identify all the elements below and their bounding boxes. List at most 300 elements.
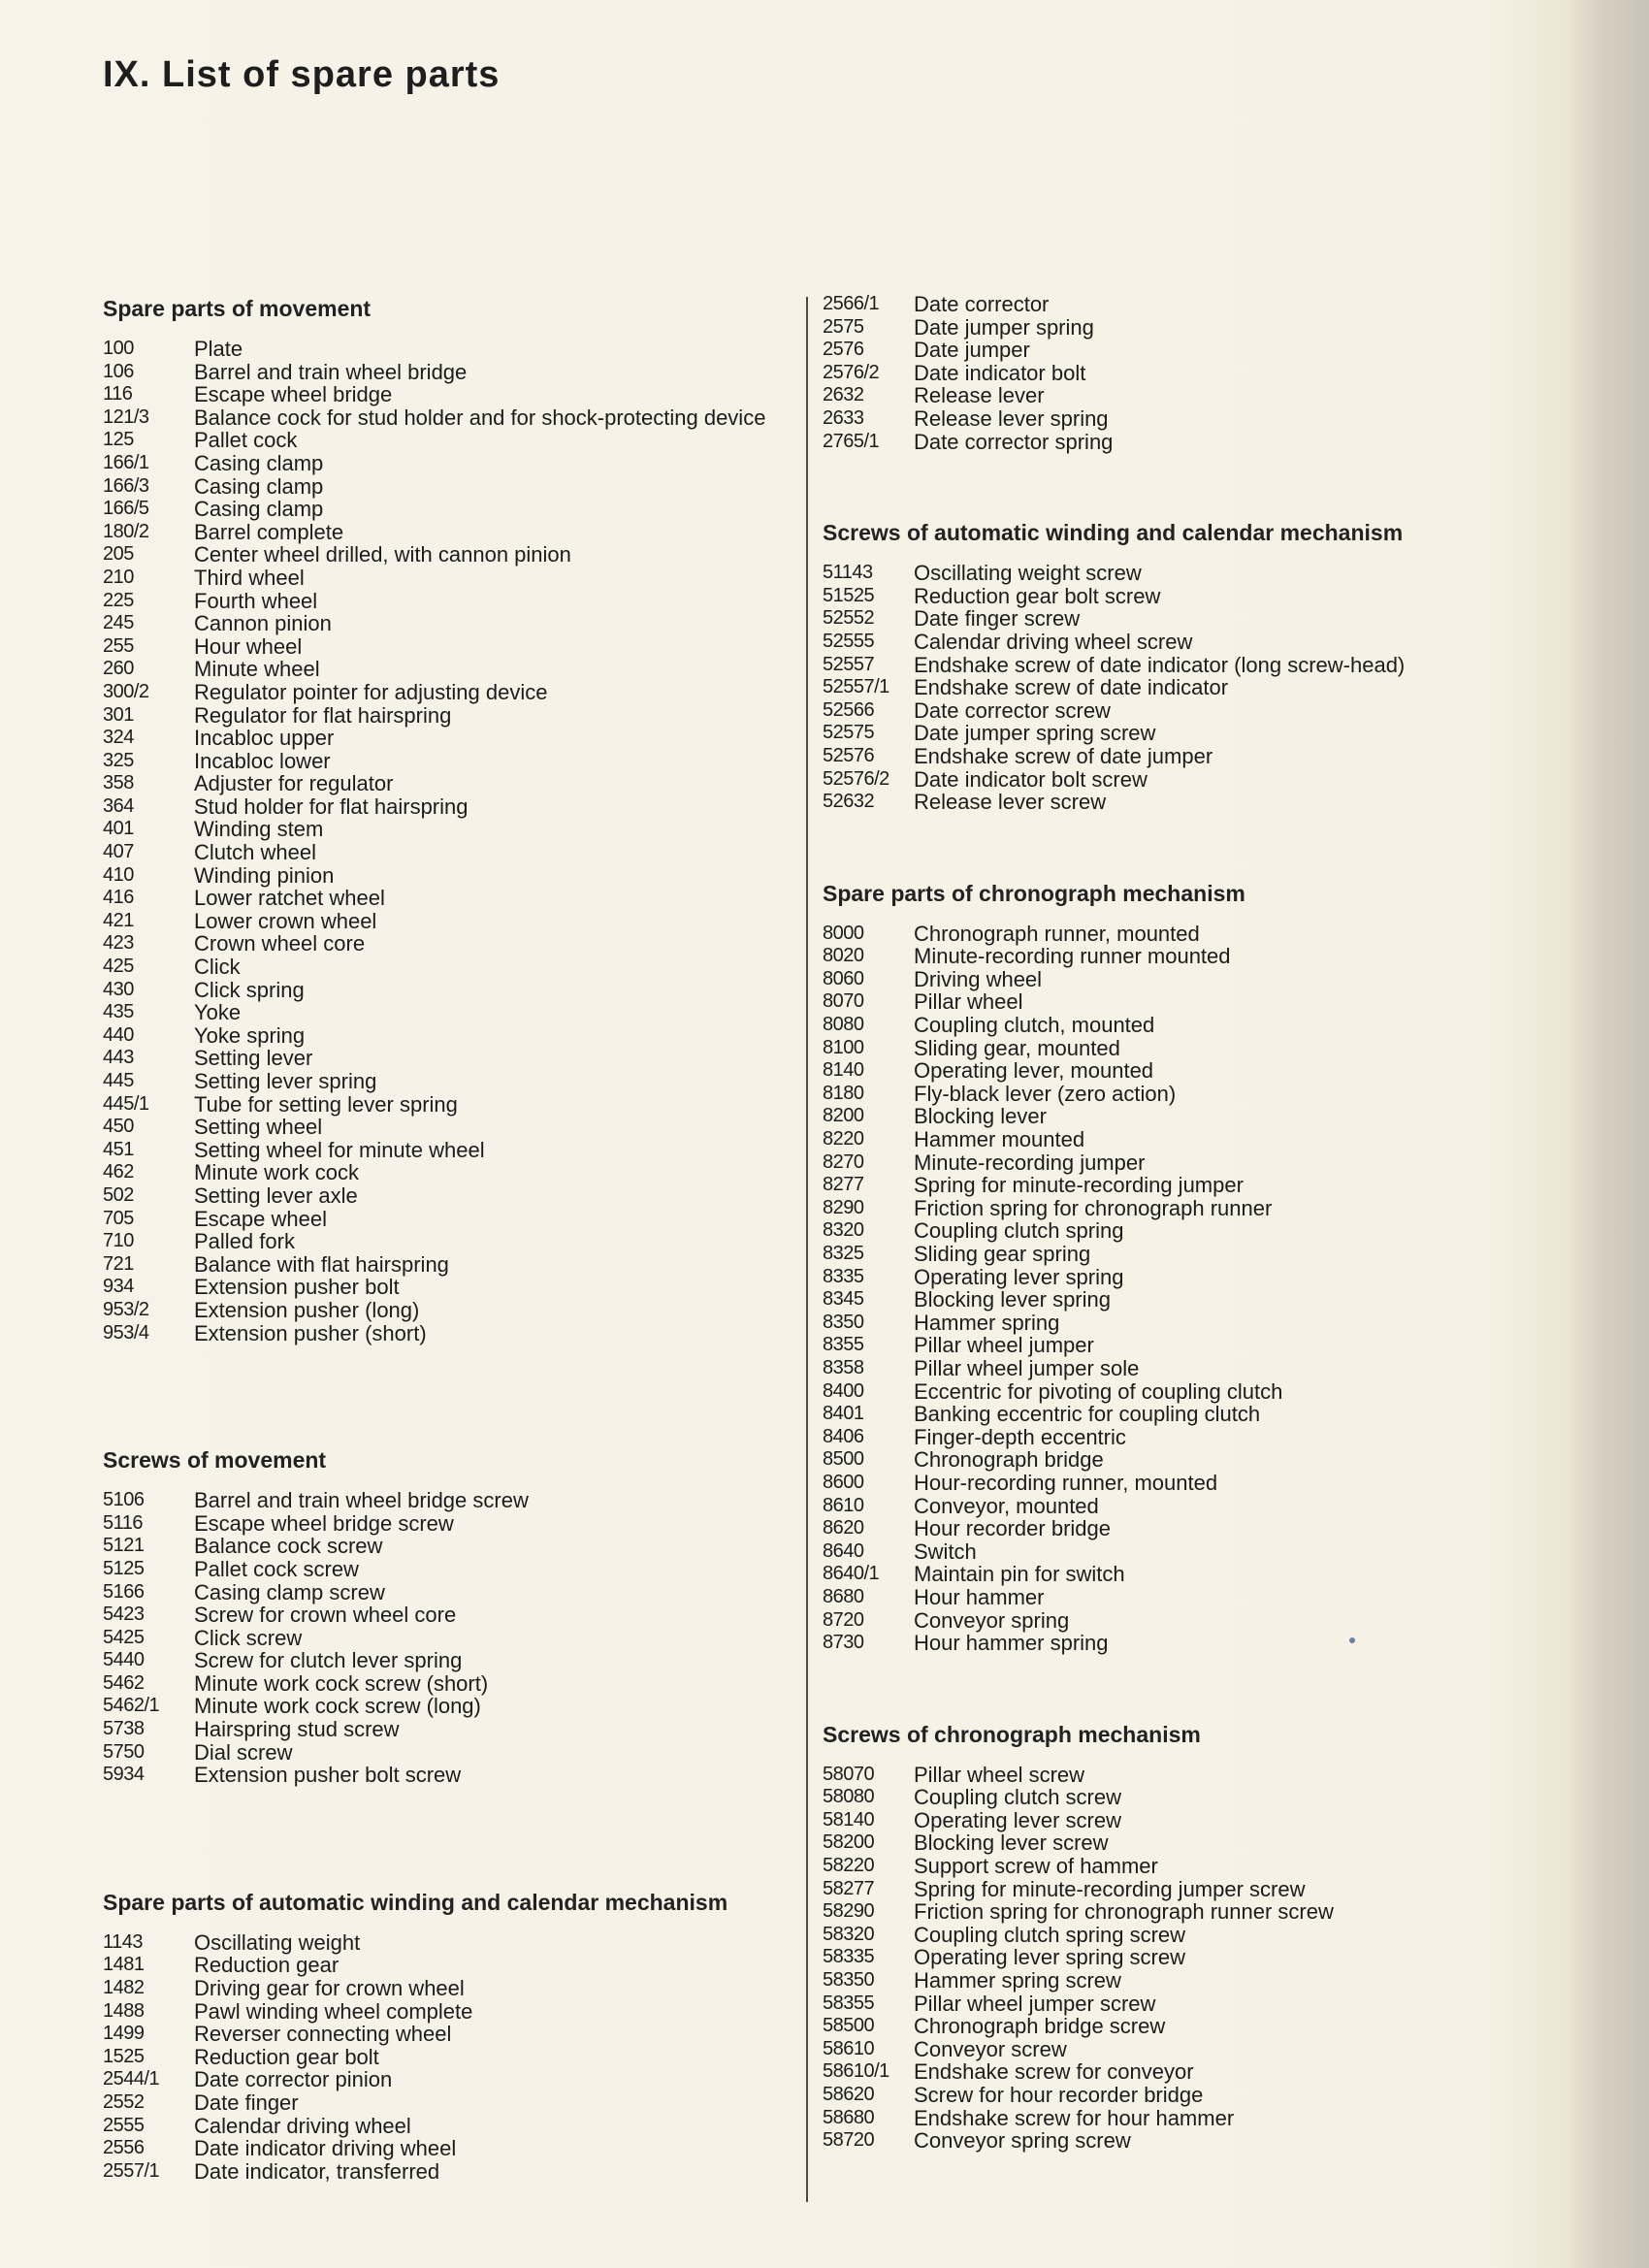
part-row	[823, 990, 1502, 1014]
part-number: 1482	[103, 1977, 145, 1999]
part-name: Incabloc upper	[194, 726, 335, 751]
part-row	[103, 2137, 801, 2160]
part-number: 2576/2	[823, 361, 880, 383]
part-number: 358	[103, 772, 134, 794]
part-number: 1525	[103, 2045, 145, 2067]
part-name: Conveyor, mounted	[914, 1493, 1099, 1518]
parts-section	[823, 293, 1502, 453]
part-number: 58500	[823, 2015, 875, 2037]
part-number: 8358	[823, 1356, 864, 1378]
parts-list	[823, 1764, 1502, 2153]
part-number: 2575	[823, 315, 864, 338]
part-number: 5116	[103, 1511, 144, 1534]
part-number: 440	[103, 1023, 134, 1046]
part-name: Yoke spring	[194, 1022, 306, 1048]
part-name: Casing clamp	[194, 450, 324, 475]
part-number: 953/4	[103, 1321, 149, 1344]
part-number: 705	[103, 1207, 134, 1229]
part-name: Plate	[194, 337, 243, 361]
part-row	[823, 1243, 1502, 1266]
part-number: 58070	[823, 1763, 875, 1785]
parts-section	[103, 293, 801, 1345]
part-name: Release lever spring	[914, 405, 1109, 431]
part-number: 58355	[823, 1992, 875, 2014]
part-name: Endshake screw of date indicator (long screw-head)	[914, 652, 1406, 677]
part-row	[103, 1070, 801, 1093]
part-name: Escape wheel bridge screw	[194, 1510, 454, 1536]
part-name: Date finger screw	[914, 606, 1081, 632]
part-row	[823, 1059, 1502, 1083]
part-row	[103, 2068, 801, 2091]
part-number: 58350	[823, 1969, 875, 1992]
part-name: Chronograph bridge	[914, 1447, 1104, 1473]
part-number: 58680	[823, 2106, 875, 2128]
part-row	[823, 585, 1502, 608]
part-name: Date indicator, transferred	[194, 2158, 440, 2184]
part-name: Minute-recording runner mounted	[914, 944, 1231, 969]
part-name: Hour recorder bridge	[914, 1516, 1111, 1541]
part-row	[823, 1197, 1502, 1220]
part-row	[103, 521, 801, 544]
part-number: 245	[103, 612, 134, 634]
part-number: 2556	[103, 2137, 145, 2159]
part-number: 8325	[823, 1243, 864, 1264]
parts-section	[823, 517, 1502, 814]
part-row	[103, 727, 801, 750]
part-name: Center wheel drilled, with cannon pinion	[194, 542, 571, 567]
part-number: 2566/1	[823, 293, 880, 314]
part-name: Oscillating weight screw	[914, 561, 1142, 586]
part-name: Hammer spring screw	[914, 1968, 1121, 1993]
part-row	[103, 406, 801, 430]
part-name: Chronograph bridge screw	[914, 2014, 1166, 2039]
part-row	[823, 2129, 1502, 2153]
part-name: Calendar driving wheel	[194, 2113, 411, 2138]
part-number: 5425	[103, 1626, 145, 1648]
part-row	[103, 1116, 801, 1139]
part-row	[103, 1977, 801, 2000]
part-row	[103, 383, 801, 406]
part-number: 5462/1	[103, 1695, 160, 1717]
part-row	[823, 745, 1502, 768]
part-number: 721	[103, 1252, 134, 1275]
part-name: Spring for minute-recording jumper screw	[914, 1876, 1306, 1901]
part-name: Lower crown wheel	[194, 908, 377, 933]
part-name: Minute wheel	[194, 657, 320, 682]
part-number: 5121	[103, 1535, 145, 1557]
part-row	[103, 361, 801, 384]
part-row	[103, 1230, 801, 1253]
part-name: Friction spring for chronograph runner	[914, 1195, 1273, 1220]
part-row	[103, 795, 801, 819]
part-row	[823, 1128, 1502, 1151]
part-name: Reduction gear	[194, 1953, 340, 1978]
part-row	[103, 1672, 801, 1696]
part-number: 58720	[823, 2129, 875, 2152]
part-row	[823, 1334, 1502, 1357]
part-row	[823, 1014, 1502, 1037]
part-row	[823, 1037, 1502, 1060]
part-name: Pillar wheel jumper screw	[914, 1991, 1156, 2016]
part-row	[823, 339, 1502, 362]
part-name: Balance with flat hairspring	[194, 1251, 449, 1277]
part-number: 52575	[823, 722, 875, 744]
part-number: 52555	[823, 630, 875, 652]
section-heading: Screws of chronograph mechanism	[823, 1721, 1201, 1747]
part-number: 58277	[823, 1877, 875, 1899]
parts-section	[103, 1444, 801, 1787]
part-name: Hour hammer	[914, 1584, 1045, 1609]
part-number: 710	[103, 1230, 134, 1252]
part-name: Balance cock for stud holder and for shock-protecting device	[194, 405, 766, 430]
left-column	[103, 293, 801, 2183]
part-number: 8290	[823, 1196, 864, 1218]
part-name: Extension pusher (short)	[194, 1320, 427, 1345]
part-row	[103, 887, 801, 910]
part-row	[103, 2000, 801, 2024]
part-name: Screw for crown wheel core	[194, 1603, 457, 1628]
part-number: 52566	[823, 698, 875, 721]
part-number: 8406	[823, 1425, 864, 1447]
part-row	[103, 475, 801, 499]
part-number: 8500	[823, 1448, 864, 1471]
part-row	[823, 722, 1502, 745]
part-name: Clutch wheel	[194, 840, 316, 865]
part-number: 1488	[103, 1999, 145, 2022]
section-heading: Spare parts of automatic winding and calendar mechanism	[103, 1889, 728, 1915]
part-number: 5106	[103, 1489, 145, 1511]
right-column	[823, 293, 1502, 2153]
part-number: 8100	[823, 1036, 864, 1058]
part-number: 58335	[823, 1946, 875, 1968]
part-name: Setting lever axle	[194, 1183, 358, 1208]
part-name: Date corrector spring	[914, 429, 1114, 454]
part-row	[103, 1208, 801, 1231]
part-row	[103, 2046, 801, 2069]
part-number: 445/1	[103, 1092, 149, 1115]
part-name: Spring for minute-recording jumper	[914, 1173, 1244, 1198]
part-name: Date jumper	[914, 338, 1030, 363]
part-number: 430	[103, 978, 134, 1000]
part-name: Date indicator bolt	[914, 360, 1086, 385]
part-name: Sliding gear, mounted	[914, 1035, 1120, 1060]
part-number: 52557	[823, 653, 875, 675]
part-name: Endshake screw of date indicator	[914, 675, 1229, 700]
part-number: 462	[103, 1161, 134, 1183]
part-name: Driving wheel	[914, 966, 1043, 991]
part-row	[823, 1764, 1502, 1787]
part-name: Winding stem	[194, 817, 324, 842]
part-number: 410	[103, 863, 134, 886]
part-number: 58610/1	[823, 2060, 889, 2083]
part-number: 8335	[823, 1265, 864, 1287]
part-number: 8401	[823, 1403, 864, 1425]
part-number: 8277	[823, 1174, 864, 1196]
part-row	[103, 2160, 801, 2184]
part-name: Minute work cock screw (long)	[194, 1694, 481, 1719]
part-number: 255	[103, 634, 134, 657]
part-name: Conveyor spring	[914, 1607, 1070, 1633]
part-number: 58620	[823, 2084, 875, 2105]
part-row	[103, 979, 801, 1002]
part-row	[103, 1931, 801, 1955]
part-row	[823, 791, 1502, 814]
part-row	[823, 631, 1502, 654]
part-name: Date corrector screw	[914, 697, 1111, 723]
parts-list	[823, 293, 1502, 453]
part-number: 502	[103, 1183, 134, 1206]
part-number: 8640/1	[823, 1563, 880, 1585]
part-row	[103, 1184, 801, 1208]
part-name: Reduction gear bolt screw	[914, 583, 1161, 608]
part-number: 2555	[103, 2114, 145, 2136]
part-name: Hour-recording runner, mounted	[914, 1470, 1218, 1495]
part-row	[103, 932, 801, 956]
part-name: Barrel complete	[194, 519, 344, 544]
part-row	[823, 923, 1502, 946]
part-number: 8730	[823, 1632, 864, 1654]
part-name: Chronograph runner, mounted	[914, 921, 1200, 946]
part-number: 8720	[823, 1608, 864, 1631]
part-row	[103, 1322, 801, 1345]
part-name: Date corrector	[914, 292, 1050, 316]
part-row	[103, 1558, 801, 1581]
part-row	[823, 676, 1502, 699]
part-name: Barrel and train wheel bridge screw	[194, 1488, 529, 1513]
part-number: 934	[103, 1276, 134, 1298]
page-title: IX. List of spare parts	[103, 54, 501, 95]
part-row	[823, 431, 1502, 454]
part-name: Minute work cock	[194, 1160, 359, 1185]
part-number: 2765/1	[823, 430, 880, 452]
part-number: 8020	[823, 945, 864, 967]
part-number: 2632	[823, 384, 864, 406]
parts-list	[103, 1931, 801, 2184]
part-name: Pallet cock screw	[194, 1556, 359, 1581]
part-row	[103, 635, 801, 659]
part-number: 8610	[823, 1494, 864, 1516]
part-row	[103, 2023, 801, 2046]
part-number: 8220	[823, 1128, 864, 1150]
part-name: Conveyor spring screw	[914, 2128, 1131, 2154]
part-number: 166/1	[103, 451, 149, 473]
part-name: Adjuster for regulator	[194, 771, 394, 796]
part-name: Regulator for flat hairspring	[194, 702, 452, 728]
part-row	[103, 590, 801, 613]
part-number: 1481	[103, 1954, 145, 1976]
part-name: Operating lever spring screw	[914, 1945, 1186, 1970]
part-number: 58290	[823, 1900, 875, 1923]
part-name: Operating lever, mounted	[914, 1058, 1154, 1084]
part-row	[823, 968, 1502, 991]
part-row	[823, 1946, 1502, 1969]
part-row	[103, 1741, 801, 1765]
part-row	[103, 1695, 801, 1718]
part-name: Escape wheel	[194, 1206, 327, 1231]
part-number: 8350	[823, 1311, 864, 1333]
part-name: Cannon pinion	[194, 611, 332, 636]
part-name: Regulator pointer for adjusting device	[194, 679, 548, 704]
part-name: Stud holder for flat hairspring	[194, 794, 469, 819]
part-name: Barrel and train wheel bridge	[194, 359, 468, 384]
part-name: Screw for clutch lever spring	[194, 1648, 463, 1673]
parts-section	[823, 1719, 1502, 2153]
part-row	[103, 1139, 801, 1162]
part-row	[103, 1718, 801, 1741]
part-name: Driving gear for crown wheel	[194, 1976, 465, 2001]
part-name: Date finger	[194, 2090, 299, 2115]
part-number: 5166	[103, 1580, 145, 1603]
part-row	[103, 750, 801, 773]
part-name: Setting lever	[194, 1046, 313, 1071]
part-row	[823, 1426, 1502, 1449]
part-number: 5440	[103, 1649, 145, 1671]
part-name: Banking eccentric for coupling clutch	[914, 1402, 1261, 1427]
part-number: 166/3	[103, 474, 149, 497]
part-row	[823, 1151, 1502, 1175]
part-number: 210	[103, 566, 134, 588]
part-name: Blocking lever	[914, 1104, 1047, 1129]
part-name: Date corrector pinion	[194, 2067, 393, 2092]
part-number: 8000	[823, 922, 864, 944]
part-name: Release lever	[914, 383, 1045, 408]
part-name: Casing clamp	[194, 497, 324, 522]
part-number: 58200	[823, 1831, 875, 1854]
part-number: 58140	[823, 1808, 875, 1831]
part-row	[103, 498, 801, 521]
parts-list	[103, 1489, 801, 1787]
section-heading: Spare parts of chronograph mechanism	[823, 880, 1245, 906]
section-heading: Screws of automatic winding and calendar mechanism	[823, 520, 1404, 546]
part-number: 8600	[823, 1471, 864, 1493]
part-row	[823, 699, 1502, 723]
part-name: Hour wheel	[194, 633, 303, 659]
part-row	[103, 1627, 801, 1650]
part-row	[103, 1535, 801, 1558]
parts-section	[823, 878, 1502, 1655]
part-number: 364	[103, 794, 134, 817]
part-number: 423	[103, 932, 134, 955]
parts-list	[103, 338, 801, 1345]
part-name: Crown wheel core	[194, 931, 366, 956]
part-row	[823, 384, 1502, 407]
part-number: 953/2	[103, 1298, 149, 1320]
part-row	[823, 2038, 1502, 2061]
part-row	[103, 338, 801, 361]
part-row	[103, 1764, 801, 1787]
part-name: Endshake screw for conveyor	[914, 2059, 1194, 2085]
part-row	[823, 1586, 1502, 1609]
part-row	[823, 1540, 1502, 1564]
part-number: 5750	[103, 1740, 145, 1763]
part-name: Extension pusher bolt screw	[194, 1763, 462, 1788]
part-number: 5462	[103, 1671, 145, 1694]
part-name: Extension pusher (long)	[194, 1297, 420, 1322]
part-name: Coupling clutch screw	[914, 1785, 1121, 1810]
part-name: Endshake screw of date jumper	[914, 743, 1213, 768]
part-name: Switch	[914, 1539, 977, 1564]
part-number: 401	[103, 818, 134, 840]
part-number: 8060	[823, 967, 864, 989]
part-row	[823, 1312, 1502, 1335]
part-name: Conveyor screw	[914, 2036, 1067, 2061]
part-name: Casing clamp	[194, 473, 324, 499]
part-row	[103, 841, 801, 864]
part-name: Palled fork	[194, 1229, 295, 1254]
part-number: 116	[103, 383, 133, 405]
part-row	[103, 1954, 801, 1977]
part-row	[823, 1809, 1502, 1832]
part-name: Winding pinion	[194, 862, 335, 888]
part-name: Pawl winding wheel complete	[194, 1998, 473, 2024]
part-name: Lower ratchet wheel	[194, 886, 385, 911]
part-number: 2633	[823, 406, 864, 429]
part-row	[823, 2060, 1502, 2084]
part-number: 445	[103, 1070, 134, 1091]
part-name: Date indicator bolt screw	[914, 766, 1148, 792]
part-row	[823, 407, 1502, 431]
part-row	[103, 1047, 801, 1070]
part-name: Setting lever spring	[194, 1069, 377, 1093]
part-row	[103, 956, 801, 979]
part-name: Balance cock screw	[194, 1534, 383, 1559]
part-number: 407	[103, 841, 134, 863]
part-name: Operating lever spring	[914, 1264, 1124, 1289]
part-number: 416	[103, 887, 134, 909]
parts-list	[823, 562, 1502, 814]
part-row	[823, 1831, 1502, 1855]
part-number: 205	[103, 543, 134, 566]
part-name: Third wheel	[194, 565, 305, 590]
part-number: 324	[103, 727, 134, 749]
part-number: 300/2	[103, 680, 149, 702]
part-name: Coupling clutch spring screw	[914, 1922, 1186, 1947]
part-name: Fourth wheel	[194, 588, 318, 613]
part-number: 5934	[103, 1764, 145, 1786]
part-row	[823, 1900, 1502, 1924]
part-row	[103, 1299, 801, 1322]
part-row	[823, 1219, 1502, 1243]
part-number: 2544/1	[103, 2068, 160, 2090]
part-number: 8620	[823, 1517, 864, 1539]
part-row	[823, 1609, 1502, 1633]
part-number: 58320	[823, 1923, 875, 1945]
part-name: Date indicator driving wheel	[194, 2136, 457, 2161]
part-row	[823, 1924, 1502, 1947]
part-row	[103, 2115, 801, 2138]
part-row	[823, 945, 1502, 968]
part-row	[823, 1969, 1502, 1993]
part-name: Hammer spring	[914, 1310, 1060, 1335]
part-number: 443	[103, 1047, 134, 1069]
part-row	[823, 1403, 1502, 1426]
part-number: 52632	[823, 791, 875, 813]
part-number: 425	[103, 956, 134, 978]
part-row	[823, 316, 1502, 340]
part-number: 325	[103, 749, 134, 771]
part-row	[103, 1276, 801, 1299]
part-row	[823, 1472, 1502, 1495]
section-heading: Spare parts of movement	[103, 296, 372, 321]
part-number: 2557/1	[103, 2159, 160, 2182]
part-row	[103, 1489, 801, 1512]
part-name: Sliding gear spring	[914, 1242, 1091, 1266]
part-name: Hour hammer spring	[914, 1631, 1109, 1656]
part-name: Hairspring stud screw	[194, 1717, 400, 1742]
part-number: 106	[103, 360, 134, 382]
part-number: 8640	[823, 1539, 864, 1562]
part-number: 435	[103, 1001, 134, 1023]
